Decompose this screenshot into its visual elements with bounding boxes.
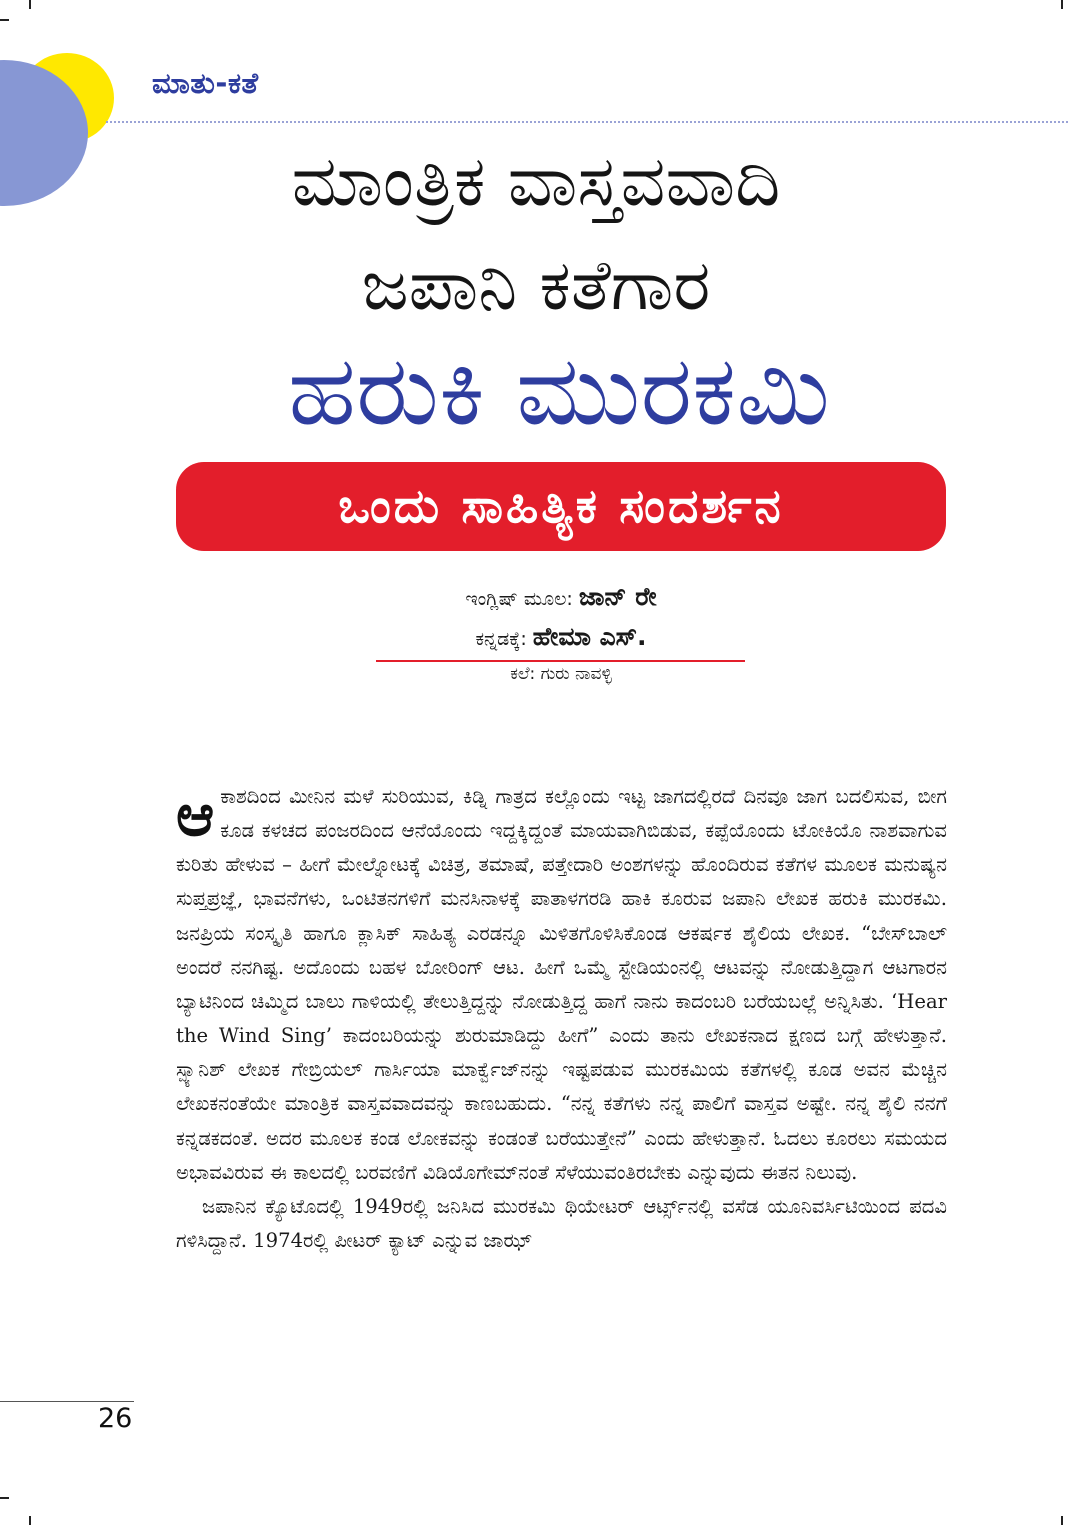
crop-mark [1061, 1516, 1063, 1525]
crop-mark [0, 19, 9, 21]
article-paragraph: ಜಪಾನಿನ ಕ್ಯೊಟೊದಲ್ಲಿ 1949ರಲ್ಲಿ ಜನಿಸಿದ ಮುರಕಮಿ ಥಿಯೇಟರ್ ಆರ್ಟ್ಸ್‌ನಲ್ಲಿ ವಸೆಡ ಯೂನಿವರ್ಸಿಟಿಯಿಂದ ಪದವಿ ಗಳಿಸಿದ್ದಾನೆ. 1974ರಲ್ಲಿ ಪೀಟರ್ ಕ್ಯಾಟ್ ಎನ್ನುವ ಜಾಝ್ [176, 1194, 947, 1253]
dotted-divider [106, 121, 1068, 123]
credit-source-author: ಜಾನ್ ರೇ [578, 582, 657, 611]
subtitle-banner [176, 462, 946, 551]
credit-source-label: ಇಂಗ್ಲಿಷ್ ಮೂಲ: [465, 588, 573, 610]
credit-art: ಕಲೆ: ಗುರು ನಾವಳ್ಳಿ [510, 664, 612, 684]
article-paragraph-text: ಕಾಶದಿಂದ ಮೀನಿನ ಮಳೆ ಸುರಿಯುವ, ಕಿಡ್ನಿ ಗಾತ್ರದ ಕಲ್ಲೊಂದು ಇಟ್ಟ ಜಾಗದಲ್ಲಿರದೆ ದಿನವೂ ಜಾಗ ಬದಲಿಸುವ, ಬೀಗ ಕೂಡ ಕಳಚದ ಪಂಜರದಿಂದ ಆನೆಯೊಂದು ಇದ್ದಕ್ಕಿದ್ದಂತೆ ಮಾಯವಾಗಿಬಿಡುವ, ಕಪ್ಪೆಯೊಂದು ಟೋಕಿಯೊ ನಾಶವಾಗುವ ಕುರಿತು ಹೇಳುವ – ಹೀಗೆ ಮೇಲ್ನೋಟಕ್ಕೆ ವಿಚಿತ್ರ, ತಮಾಷೆ, ಪತ್ತೇದಾರಿ ಅಂಶಗಳನ್ನು ಹೊಂದಿರುವ ಕತೆಗಳ ಮೂಲಕ ಮನುಷ್ಯನ ಸುಪ್ತಪ್ರಜ್ಞೆ, ಭಾವನೆಗಳು, ಒಂಟಿತನಗಳಿಗೆ ಮನಸಿನಾಳಕ್ಕೆ ಪಾತಾಳಗರಡಿ ಹಾಕಿ ಕೂರುವ ಜಪಾನಿ ಲೇಖಕ ಹರುಕಿ ಮುರಕಮಿ. ಜನಪ್ರಿಯ ಸಂಸ್ಕೃತಿ ಹಾಗೂ ಕ್ಲಾಸಿಕ್ ಸಾಹಿತ್ಯ ಎರಡನ್ನೂ ಮಿಳಿತಗೊಳಿಸಿಕೊಂಡ ಆಕರ್ಷಕ ಶೈಲಿಯ ಲೇಖಕ. “ಬೇಸ್‌ಬಾಲ್ ಅಂದರೆ ನನಗಿಷ್ಟ. ಅದೊಂದು ಬಹಳ ಬೋರಿಂಗ್ ಆಟ. ಹೀಗೆ ಒಮ್ಮೆ ಸ್ಟೇಡಿಯಂನಲ್ಲಿ ಆಟವನ್ನು ನೋಡುತ್ತಿದ್ದಾಗ ಆಟಗಾರನ ಬ್ಯಾಟಿನಿಂದ ಚಿಮ್ಮಿದ ಬಾಲು ಗಾಳಿಯಲ್ಲಿ ತೇಲುತ್ತಿದ್ದನ್ನು ನೋಡುತ್ತಿದ್ದ ಹಾಗೆ ನಾನು ಕಾದಂಬರಿ ಬರೆಯಬಲ್ಲೆ ಅನ್ನಿಸಿತು. ‘Hear the Wind Sing’ ಕಾದಂಬರಿಯನ್ನು ಶುರುಮಾಡಿದ್ದು ಹೀಗೆ” ಎಂದು ತಾನು ಲೇಖಕನಾದ ಕ್ಷಣದ ಬಗ್ಗೆ ಹೇಳುತ್ತಾನೆ. ಸ್ಪ್ಯಾನಿಶ್ ಲೇಖಕ ಗೇಬ್ರಿಯಲ್ ಗಾರ್ಸಿಯಾ ಮಾರ್ಕ್ವೆಜ್‌ನನ್ನು ಇಷ್ಟಪಡುವ ಮುರಕಮಿಯ ಕತೆಗಳಲ್ಲಿ ಕೂಡ ಅವನ ಮೆಚ್ಚಿನ ಲೇಖಕನಂತೆಯೇ ಮಾಂತ್ರಿಕ ವಾಸ್ತವವಾದವನ್ನು ಕಾಣಬಹುದು. “ನನ್ನ ಕತೆಗಳು ನನ್ನ ಪಾಲಿಗೆ ವಾಸ್ತವ ಅಷ್ಟೇ. ನನ್ನ ಶೈಲಿ ನನಗೆ ಕನ್ನಡಕದಂತೆ. ಅದರ ಮೂಲಕ ಕಂಡ ಲೋಕವನ್ನು ಕಂಡಂತೆ ಬರೆಯುತ್ತೇನೆ” ಎಂದು ಹೇಳುತ್ತಾನೆ. ಓದಲು ಕೂರಲು ಸಮಯದ ಅಭಾವವಿರುವ ಈ ಕಾಲದಲ್ಲಿ ಬರವಣಿಗೆ ವಿಡಿಯೊಗೇಮ್‌ನಂತೆ ಸೆಳೆಯುವಂತಿರಬೇಕು ಎನ್ನುವುದು ಈತನ ನಿಲುವು. [176, 785, 947, 1184]
headline-author-name: ಹರುಕಿ ಮುರಕಮಿ [288, 334, 830, 448]
article-body [176, 780, 947, 1392]
page-number: 26 [98, 1403, 133, 1434]
crop-mark [1061, 0, 1063, 9]
crop-mark [29, 1516, 31, 1525]
headline-line-2: ಜಪಾನಿ ಕತೆಗಾರ [361, 244, 711, 326]
drop-cap: ಆ [176, 781, 215, 849]
section-label: ಮಾತು-ಕತೆ [152, 66, 259, 100]
subtitle-banner-text: ಒಂದು ಸಾಹಿತ್ಯಿಕ ಸಂದರ್ಶನ [338, 478, 784, 534]
credit-divider [376, 660, 745, 662]
footer-divider [0, 1401, 134, 1402]
crop-mark [0, 1497, 9, 1499]
credit-translator-label: ಕನ್ನಡಕ್ಕೆ: [475, 628, 527, 650]
credit-translator [376, 622, 746, 652]
crop-mark [29, 0, 31, 9]
credit-source [376, 582, 746, 612]
credit-translator-name: ಹೇಮಾ ಎಸ್. [532, 622, 647, 651]
article-paragraph [176, 780, 947, 1190]
headline-line-1: ಮಾಂತ್ರಿಕ ವಾಸ್ತವವಾದಿ [291, 140, 781, 222]
